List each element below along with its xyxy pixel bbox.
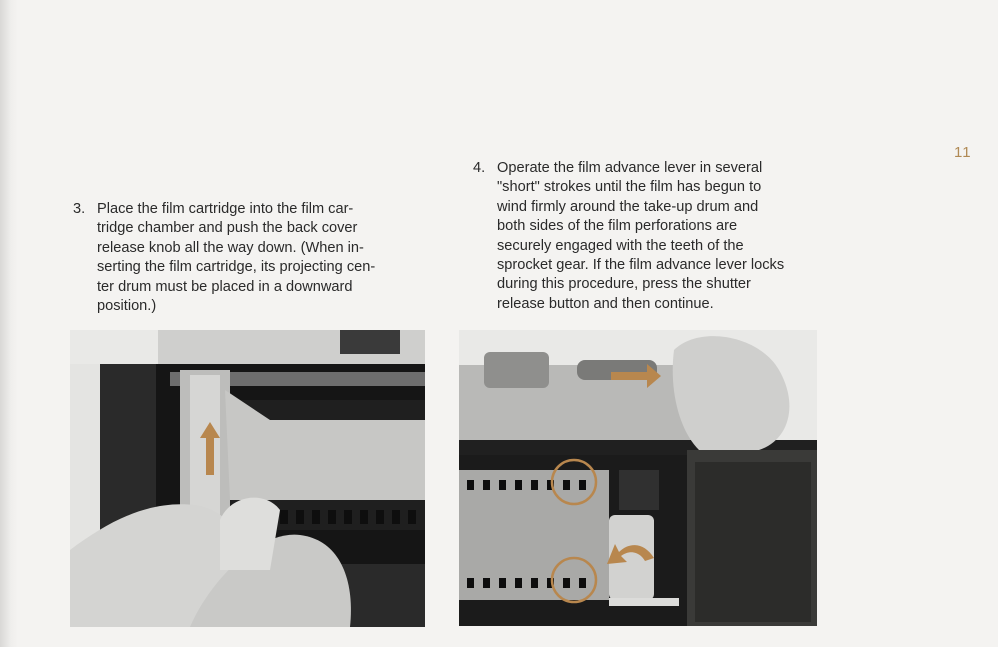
instruction-step-3 — [73, 200, 421, 316]
page-gutter — [0, 0, 18, 647]
step-number: 3. — [73, 201, 86, 217]
cartridge-loading-photo — [70, 330, 425, 627]
instruction-step-4 — [473, 159, 822, 314]
step-text: Place the film cartridge into the film car- tridge chamber and push the back cover release knob all the way down. (When in- serting the film cartridge, its projecting cen- ter drum must be placed in a downward position.) — [97, 201, 376, 315]
step-text: Operate the film advance lever in several "short" strokes until the film has begun to wind firmly around the take-up drum and both sides of the film perforations are securely engaged with the teeth of the sprocket gear. If the film advance lever locks during this procedure, press the shutter release button and then continue. — [497, 160, 785, 312]
page-number: 11 — [954, 144, 972, 161]
step-number: 4. — [473, 160, 486, 176]
film-advance-photo — [459, 330, 817, 626]
